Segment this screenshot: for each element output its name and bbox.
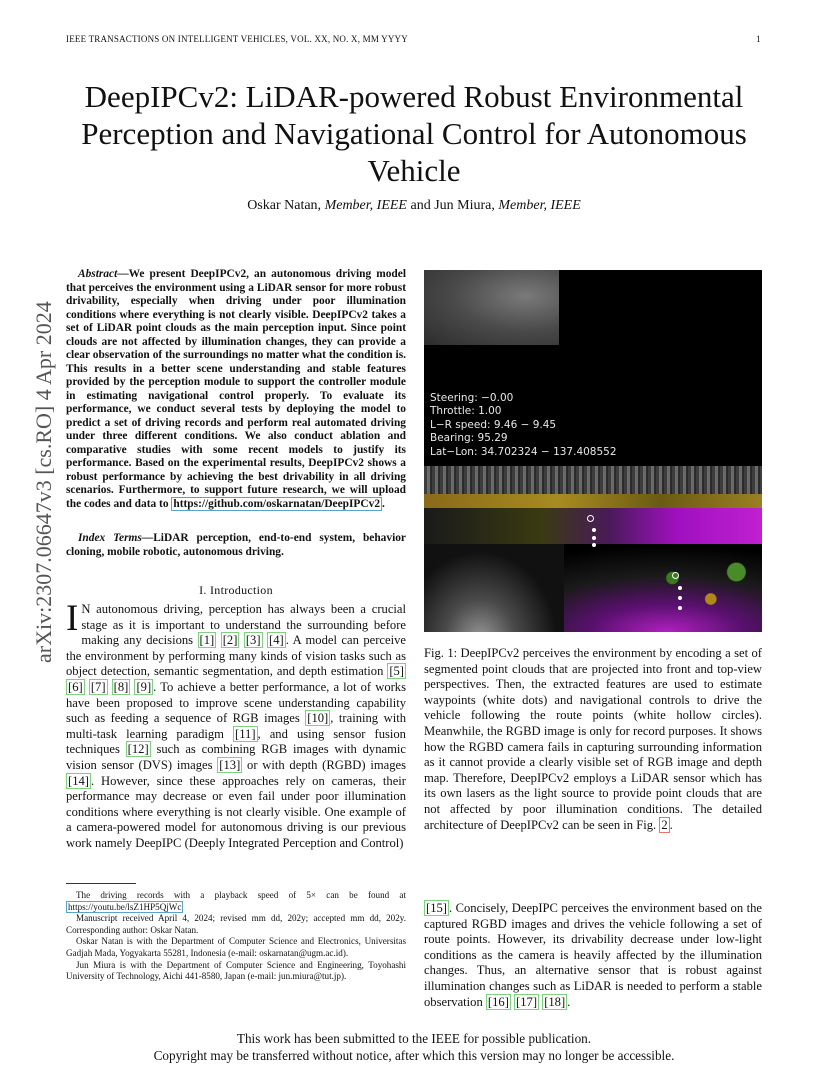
citation[interactable]: [3] xyxy=(245,633,261,648)
code-link[interactable]: https://github.com/oskarnatan/DeepIPCv2 xyxy=(173,497,381,510)
footnotes xyxy=(66,890,406,983)
citation[interactable]: [12] xyxy=(127,742,149,757)
depth-map-inset xyxy=(424,270,559,345)
waypoint-dot xyxy=(678,586,682,590)
notice-line-1: This work has been submitted to the IEEE for possible publication. xyxy=(236,1031,592,1046)
caption-text: Fig. 1: DeepIPCv2 perceives the environment by encoding a set of segmented point clouds that are projected into front and top-view perspectives. Then, the extracted features are used to estimate waypoints (white dots) and navigational controls to drive the vehicle following the route points (white hollow circles). Meanwhile, the RGBD image is only for record purposes. It shows how the RGBD camera fails in capturing surrounding information as it cannot provide a clearly visible set of RGB image and depth map. Therefore, DeepIPCv2 employs a LiDAR sensor which has its own lasers as the light source to provide point clouds that are not affected by poor illumination conditions. The detailed architecture of DeepIPCv2 can be seen in Fig. xyxy=(424,646,762,832)
citation[interactable]: [6] xyxy=(68,679,83,694)
figure-1-caption xyxy=(424,646,762,833)
speed-readout: L−R speed: 9.46 − 9.45 xyxy=(430,418,557,431)
throttle-readout: Throttle: 1.00 xyxy=(430,405,502,418)
notice-line-2: Copyright may be transferred without notice, after which this version may no longer be accessible. xyxy=(153,1048,675,1063)
abstract xyxy=(66,268,406,511)
footnote-1 xyxy=(66,890,406,913)
abstract-label: Abstract xyxy=(78,268,118,280)
paper-title: DeepIPCv2: LiDAR-powered Robust Environmental Perception and Navigational Control for Autonomous Vehicle xyxy=(81,79,747,188)
intro-paragraph xyxy=(66,598,407,852)
abstract-text: —We present DeepIPCv2, an autonomous driving model that perceives the environment using a LiDAR sensor for more robust drivability, especially when driving under poor illumination conditions where everything is not clearly visible. DeepIPCv2 takes a set of LiDAR point clouds as the main perception input. Since point clouds are not affected by illumination changes, they can provide a clear observation of the surroundings no matter what the condition is. This results in a better scene understanding and stable features provided by the perception module to support the controller module in estimating navigational control properly. To evaluate its performance, we conduct several tests by deploying the model to predict a set of driving records and perform real automated driving under three different conditions. We also conduct ablation and comparative studies with some recent models to justify its performance. Based on the experimental results, DeepIPCv2 shows a robust performance by achieving the best drivability in all driving scenarios. Furthermore, to support future research, we will upload the codes and data to xyxy=(66,268,406,510)
latlon-readout: Lat−Lon: 34.702324 − 137.408552 xyxy=(430,445,617,458)
column-2-end: . xyxy=(567,994,571,1009)
citation[interactable]: [16] xyxy=(487,994,509,1009)
arxiv-side-stamp: arXiv:2307.06647v3 [cs.RO] 4 Apr 2024 xyxy=(31,301,56,663)
front-view-vegetation-band xyxy=(424,494,762,508)
footnote-text: The driving records with a playback speed of 5× can be found at xyxy=(76,890,406,900)
column-2-paragraph xyxy=(424,901,762,1010)
footnote-rule xyxy=(66,883,136,884)
top-view-vegetation xyxy=(634,554,762,614)
figure-1-image xyxy=(424,270,762,632)
top-view-ground xyxy=(424,544,564,632)
control-readout xyxy=(430,392,617,459)
author-2-affiliation: Member, IEEE xyxy=(498,198,581,213)
abstract-end: . xyxy=(382,497,385,510)
running-head: IEEE TRANSACTIONS ON INTELLIGENT VEHICLES, VOL. XX, NO. X, MM YYYY xyxy=(66,34,408,44)
intro-text: perception has always been a crucial stage as it is important to understand the surrounding before making any decisions xyxy=(81,602,406,648)
citation[interactable]: [8] xyxy=(113,679,129,694)
waypoint-dot xyxy=(678,606,682,610)
citation[interactable]: [4] xyxy=(269,633,284,648)
intro-text: . A model can perceive the environment by performing many kinds of vision tasks such as object detection, semantic segmentation, and depth estimation xyxy=(66,633,406,679)
column-2-text: . Concisely, DeepIPC perceives the environment based on the captured RGBD images and drives the vehicle following a set of route points. However, its drivability decrease under low-light conditions as the camera is heavily affected by the illumination changes. Thus, an alternative sensor that is robust against illumination changes such as LiDAR is needed to perform a stable observation xyxy=(424,901,762,1009)
drop-cap: I xyxy=(66,598,79,639)
steering-readout: Steering: −0.00 xyxy=(430,392,514,404)
video-link[interactable]: https://youtu.be/lsZ1HP5QjWc xyxy=(68,901,182,912)
index-terms xyxy=(66,532,406,559)
intro-text: , training with multi-task learning paradigm xyxy=(66,711,406,741)
index-terms-label: Index Terms xyxy=(78,532,142,544)
author-1: Oskar Natan, xyxy=(247,198,322,213)
footnote-3: Oskar Natan is with the Department of Computer Science and Electronics, Universitas Gadjah Mada, Yogyakarta 55281, Indonesia (e-mail: oskarnatan@ugm.ac.id). xyxy=(66,936,406,958)
citation[interactable]: [14] xyxy=(68,773,89,788)
waypoint-dot xyxy=(678,596,682,600)
bearing-readout: Bearing: 95.29 xyxy=(430,432,508,445)
caption-end: . xyxy=(669,817,673,832)
citation[interactable]: [7] xyxy=(90,679,106,694)
citation[interactable]: [17] xyxy=(516,994,538,1009)
author-2: and Jun Miura, xyxy=(410,198,495,213)
author-line xyxy=(40,198,788,214)
page-number: 1 xyxy=(756,34,761,44)
citation[interactable]: [10] xyxy=(307,711,329,726)
citation[interactable]: [15] xyxy=(426,901,447,915)
waypoint-dot xyxy=(592,543,596,547)
waypoint-dot xyxy=(592,528,596,532)
index-terms-text: —LiDAR perception, end-to-end system, behavior cloning, mobile robotic, autonomous driving. xyxy=(66,532,406,558)
route-point-marker xyxy=(587,515,594,522)
intro-text: or with depth (RGBD) images xyxy=(242,757,406,772)
citation[interactable]: [5] xyxy=(389,664,404,679)
intro-text: such as combining RGB images with dynamic vision sensor (DVS) images xyxy=(66,742,406,772)
author-1-affiliation: Member, IEEE xyxy=(324,198,407,213)
citation[interactable]: [18] xyxy=(544,994,566,1009)
section-heading: I. Introduction xyxy=(199,583,273,597)
citation[interactable]: [2] xyxy=(222,633,238,648)
citation[interactable]: [9] xyxy=(136,679,152,694)
footnote-4: Jun Miura is with the Department of Computer Science and Engineering, Toyohashi University of Technology, Aichi 441-8580, Japan (e-mail: jun.miura@tut.jp). xyxy=(66,959,406,982)
intro-first-word: N autonomous driving, xyxy=(81,602,204,616)
intro-text: . However, since these approaches rely on cameras, their performance may decrease or even fail under poor illumination conditions where everything is not clearly visible. One example of a camera-powered model for autonomous driving is our previous work namely DeepIPC (Deeply Integrated Perception and Control) xyxy=(66,773,406,850)
front-view-lidar-band xyxy=(424,466,762,494)
waypoint-dot xyxy=(592,536,596,540)
intro-text: . To achieve a better performance, a lot of works have been proposed to improve scene understanding capability such as feeding a sequence of RGB images xyxy=(66,679,407,726)
citation[interactable]: [11] xyxy=(235,726,256,741)
intro-text: , and using sensor fusion techniques xyxy=(66,726,406,757)
figure-ref-link[interactable]: 2 xyxy=(661,817,668,832)
route-point-marker xyxy=(672,572,679,579)
citation[interactable]: [13] xyxy=(219,757,241,772)
bottom-notice xyxy=(0,1030,828,1064)
citation[interactable]: [1] xyxy=(199,633,215,648)
footnote-2: Manuscript received April 4, 2024; revised mm dd, 202y; accepted mm dd, 202y. Corresponding author: Oskar Natan. xyxy=(66,913,406,935)
